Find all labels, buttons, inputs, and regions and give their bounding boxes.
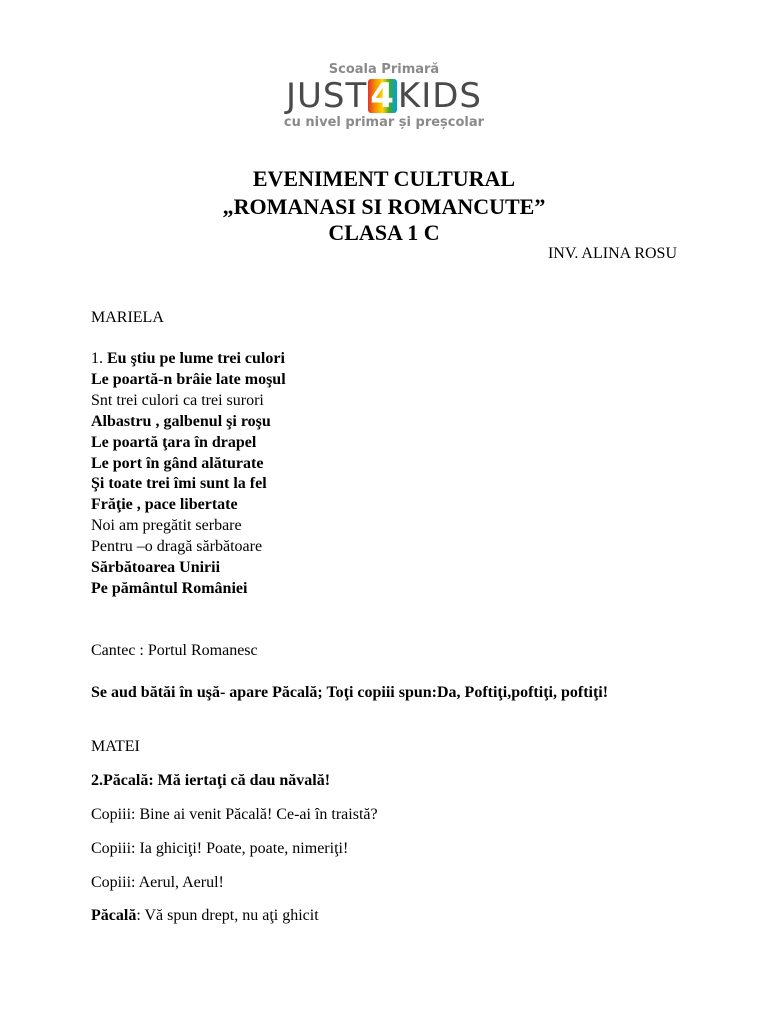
- poem-line: Şi toate trei îmi sunt la fel: [91, 475, 267, 492]
- logo-top-text: Scoala Primară: [328, 62, 440, 77]
- teacher-name: INV. ALINA ROSU: [547, 245, 677, 262]
- logo-word-just: JUST: [285, 76, 368, 116]
- dialog-line: [91, 839, 348, 859]
- dialog-text: : Vă spun drept, nu aţi ghicit: [136, 907, 319, 924]
- logo-four-mark: 4: [370, 76, 395, 116]
- logo-wordmark: [0, 76, 768, 116]
- dialog-line: [91, 873, 224, 893]
- dialog-text: : Aerul, Aerul!: [131, 874, 224, 891]
- dialog-line: [91, 805, 378, 825]
- poem-line: Snt trei culori ca trei surori: [91, 392, 264, 409]
- poem-line: Le poartă-n brâie late moşul: [91, 371, 286, 388]
- logo-tagline: cu nivel primar și preșcolar: [283, 115, 485, 130]
- stage-direction-reply: :Da, Poftiţi,poftiţi, poftiţi!: [431, 684, 609, 701]
- document-title: EVENIMENT CULTURAL: [252, 166, 516, 191]
- poem-line: Le port în gând alăturate: [91, 455, 264, 472]
- poem-line-text: Eu ştiu pe lume trei culori: [107, 350, 285, 367]
- document-subtitle: „ROMANASI SI ROMANCUTE”: [222, 194, 546, 219]
- poem-number: 1.: [91, 350, 107, 367]
- dialog-text: : Ia ghiciţi! Poate, poate, nimeriţi!: [131, 840, 349, 857]
- poem-line: Noi am pregătit serbare: [91, 517, 242, 534]
- dialog-text: : Bine ai venit Păcală! Ce-ai în traistă?: [131, 806, 378, 823]
- dialog-speaker: Copiii: [91, 806, 132, 823]
- dialog-text: : Mă iertaţi că dau năvală!: [148, 772, 331, 789]
- speaker-mariela: MARIELA: [91, 309, 164, 326]
- dialog-speaker: 2.Păcală: [91, 772, 149, 789]
- logo-word-kids: KIDS: [397, 76, 483, 116]
- dialog-speaker: Copiii: [91, 840, 132, 857]
- stage-direction: [91, 683, 608, 703]
- poem-line: [91, 349, 285, 369]
- stage-direction-text: Se aud bătăi în uşă- apare Păcală; Toţi copiii spun: [91, 684, 432, 701]
- dialog-speaker: Păcală: [91, 907, 137, 924]
- song-title: Cantec : Portul Romanesc: [91, 642, 258, 659]
- poem-line: Sărbătoarea Unirii: [91, 559, 221, 576]
- poem-line: Pentru –o dragă sărbătoare: [91, 538, 263, 555]
- class-name: CLASA 1 C: [328, 220, 440, 245]
- dialog-line: [91, 906, 319, 926]
- poem-line: Albastru , galbenul şi roşu: [91, 413, 271, 430]
- poem-line: Le poartă ţara în drapel: [91, 434, 257, 451]
- dialog-line: [91, 771, 330, 791]
- speaker-matei: MATEI: [91, 738, 140, 755]
- school-logo: [0, 62, 768, 131]
- dialog-speaker: Copiii: [91, 874, 132, 891]
- poem-line: Pe pământul României: [91, 580, 248, 597]
- poem-line: Frăţie , pace libertate: [91, 496, 238, 513]
